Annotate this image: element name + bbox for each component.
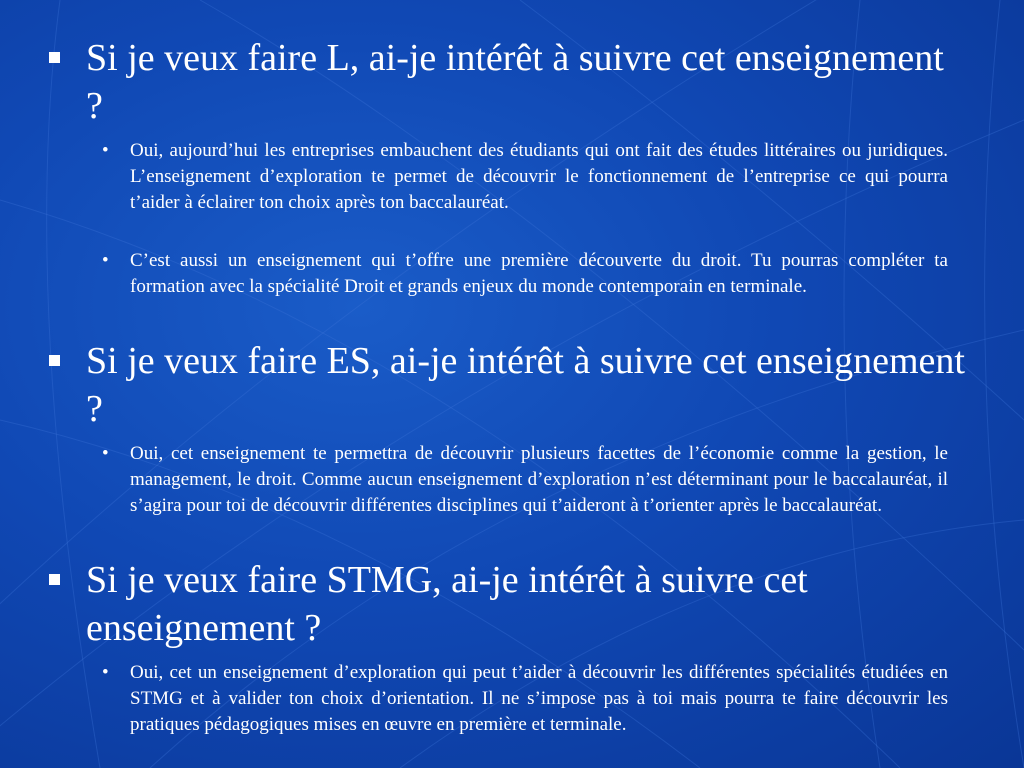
round-bullet-icon: • — [102, 662, 109, 683]
square-bullet-icon — [49, 355, 60, 366]
heading-text: Si je veux faire STMG, ai-je intérêt à suivre cet enseignement ? — [86, 559, 808, 649]
section-heading-l — [86, 34, 966, 130]
section-heading-es — [86, 337, 966, 433]
point-text: C’est aussi un enseignement qui t’offre une première découverte du droit. Tu pourras compléter ta formation avec la spécialité Droit et grands enjeux du monde contemporain en terminale. — [130, 250, 948, 297]
section-stmg-point-1 — [102, 660, 948, 738]
section-l-point-1 — [102, 138, 948, 216]
point-text: Oui, aujourd’hui les entreprises embauchent des étudiants qui ont fait des études littéraires ou juridiques. L’enseignement d’exploration te permet de découvrir le fonctionnement de l’entreprise ce qui pourra t’aider à éclairer ton choix après ton baccalauréat. — [130, 140, 948, 213]
square-bullet-icon — [49, 574, 60, 585]
square-bullet-icon — [49, 52, 60, 63]
section-heading-stmg — [86, 556, 966, 652]
round-bullet-icon: • — [102, 140, 109, 161]
section-l-point-2 — [102, 248, 948, 300]
round-bullet-icon: • — [102, 443, 109, 464]
round-bullet-icon: • — [102, 250, 109, 271]
section-es-point-1 — [102, 441, 948, 519]
point-text: Oui, cet un enseignement d’exploration qui peut t’aider à découvrir les différentes spécialités étudiées en STMG et à valider ton choix d’orientation. Il ne s’impose pas à toi mais pourra te faire découvrir les pratiques pédagogiques mises en œuvre en première et terminale. — [130, 662, 948, 735]
point-text: Oui, cet enseignement te permettra de découvrir plusieurs facettes de l’économie comme la gestion, le management, le droit. Comme aucun enseignement d’exploration n’est déterminant pour le baccalauréat, il s’agira pour toi de découvrir différentes disciplines qui t’aideront à t’orienter après le baccalauréat. — [130, 443, 948, 516]
heading-text: Si je veux faire L, ai-je intérêt à suivre cet enseignement ? — [86, 37, 944, 127]
heading-text: Si je veux faire ES, ai-je intérêt à suivre cet enseignement ? — [86, 340, 965, 430]
